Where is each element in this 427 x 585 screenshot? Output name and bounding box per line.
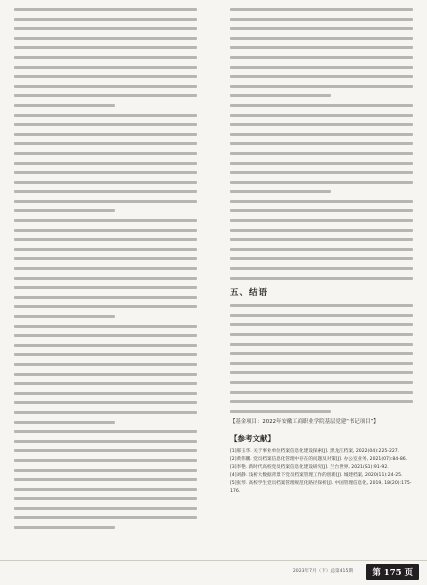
references-title: 【参考文献】 (230, 433, 275, 443)
text-line (230, 104, 413, 107)
reference-item: [2]黄伟鹏. 党员档案信息化管理中存在的问题及对策[J]. 办公室业务, 2021(07):84-86. (230, 456, 408, 462)
text-line (14, 94, 197, 97)
text-line (14, 305, 197, 308)
text-line (230, 181, 413, 184)
text-line (14, 401, 197, 404)
text-line (14, 469, 197, 472)
body-text-left (14, 8, 197, 529)
text-line (14, 209, 115, 212)
text-line (14, 190, 197, 193)
text-line (14, 171, 197, 174)
text-line (230, 381, 413, 384)
text-line (230, 171, 413, 174)
fund-note: 【基金项目：2022年安徽工商职业学院基层党建“书记项目”】 (230, 419, 379, 426)
text-line (14, 392, 197, 395)
page-footer (0, 560, 427, 584)
body-text-right-top (230, 8, 413, 280)
text-line (230, 333, 413, 336)
text-line (14, 430, 197, 433)
text-line (14, 277, 197, 280)
section-heading: 五、结语 (230, 288, 269, 299)
text-line (230, 343, 413, 346)
page-number: 第 175 页 (366, 564, 419, 580)
text-line (14, 315, 115, 318)
text-line (230, 238, 413, 241)
text-line (14, 162, 197, 165)
text-line (14, 382, 197, 385)
text-line (230, 114, 413, 117)
text-line (14, 181, 197, 184)
reference-item: [5]张琴. 高校学生党员档案管理规范化路径探析[J]. 中国管理信息化, 2019, 18(20):175-176. (230, 481, 412, 494)
text-line (14, 75, 197, 78)
text-line (230, 323, 413, 326)
body-text-right-bottom (230, 304, 413, 413)
text-line (14, 114, 197, 117)
text-line (230, 85, 413, 88)
text-line (14, 56, 197, 59)
text-line (14, 123, 197, 126)
text-line (14, 373, 197, 376)
text-line (14, 229, 197, 232)
text-line (14, 152, 197, 155)
text-line (14, 449, 197, 452)
text-line (14, 325, 197, 328)
text-line (230, 46, 413, 49)
text-line (14, 344, 197, 347)
text-line (14, 478, 197, 481)
reference-list (230, 448, 413, 495)
text-line (14, 8, 197, 11)
text-line (14, 507, 197, 510)
text-line (14, 142, 197, 145)
text-line (14, 37, 197, 40)
text-line (14, 267, 197, 270)
text-line (14, 334, 197, 337)
text-line (14, 488, 197, 491)
text-line (14, 248, 197, 251)
issue-info: 2023年7月（下）总第415期 (292, 569, 353, 574)
text-line (230, 27, 413, 30)
text-line (14, 66, 197, 69)
text-line (230, 314, 413, 317)
text-line (230, 352, 413, 355)
right-column (230, 8, 413, 496)
text-line (230, 133, 413, 136)
text-line (230, 18, 413, 21)
text-line (230, 229, 413, 232)
text-line (230, 277, 413, 280)
text-line (14, 219, 197, 222)
text-line (14, 133, 197, 136)
footer-rule (0, 560, 427, 561)
left-column (14, 8, 197, 536)
text-line (230, 209, 413, 212)
text-line (230, 200, 413, 203)
text-line (230, 219, 413, 222)
text-line (230, 123, 413, 126)
text-line (230, 162, 413, 165)
text-line (14, 411, 197, 414)
text-line (14, 353, 197, 356)
text-line (230, 142, 413, 145)
text-line (230, 94, 331, 97)
reference-item: [4]刘静. 浅析大数据背景下党员档案管理工作的创新[J]. 城建档案, 2020(11):24-25. (230, 473, 403, 479)
text-line (14, 516, 197, 519)
text-line (14, 286, 197, 289)
text-line (230, 257, 413, 260)
text-line (14, 104, 115, 107)
text-line (230, 8, 413, 11)
text-line (230, 56, 413, 59)
text-line (230, 304, 413, 307)
text-line (14, 459, 197, 462)
text-line (230, 267, 413, 270)
text-line (230, 410, 331, 413)
text-line (14, 497, 197, 500)
text-line (230, 362, 413, 365)
text-line (230, 400, 413, 403)
text-line (14, 296, 197, 299)
text-line (230, 391, 413, 394)
text-line (230, 66, 413, 69)
text-line (14, 526, 115, 529)
text-line (14, 421, 115, 424)
text-line (14, 46, 197, 49)
reference-item: [3]李艳. 新时代高校党员档案信息化建设研究[J]. 兰台世界, 2021(S1):91-92. (230, 464, 389, 470)
text-line (14, 18, 197, 21)
text-line (14, 238, 197, 241)
text-line (230, 248, 413, 251)
text-line (14, 27, 197, 30)
text-line (230, 152, 413, 155)
text-line (230, 371, 413, 374)
text-line (230, 75, 413, 78)
text-line (14, 85, 197, 88)
text-line (14, 440, 197, 443)
reference-item: [1]郝玉华. 关于事业单位档案信息化建设探索[J]. 黑龙江档案, 2022(04):225-227. (230, 448, 400, 454)
text-line (230, 37, 413, 40)
text-line (14, 200, 197, 203)
text-line (14, 363, 197, 366)
text-line (230, 190, 331, 193)
text-line (14, 257, 197, 260)
